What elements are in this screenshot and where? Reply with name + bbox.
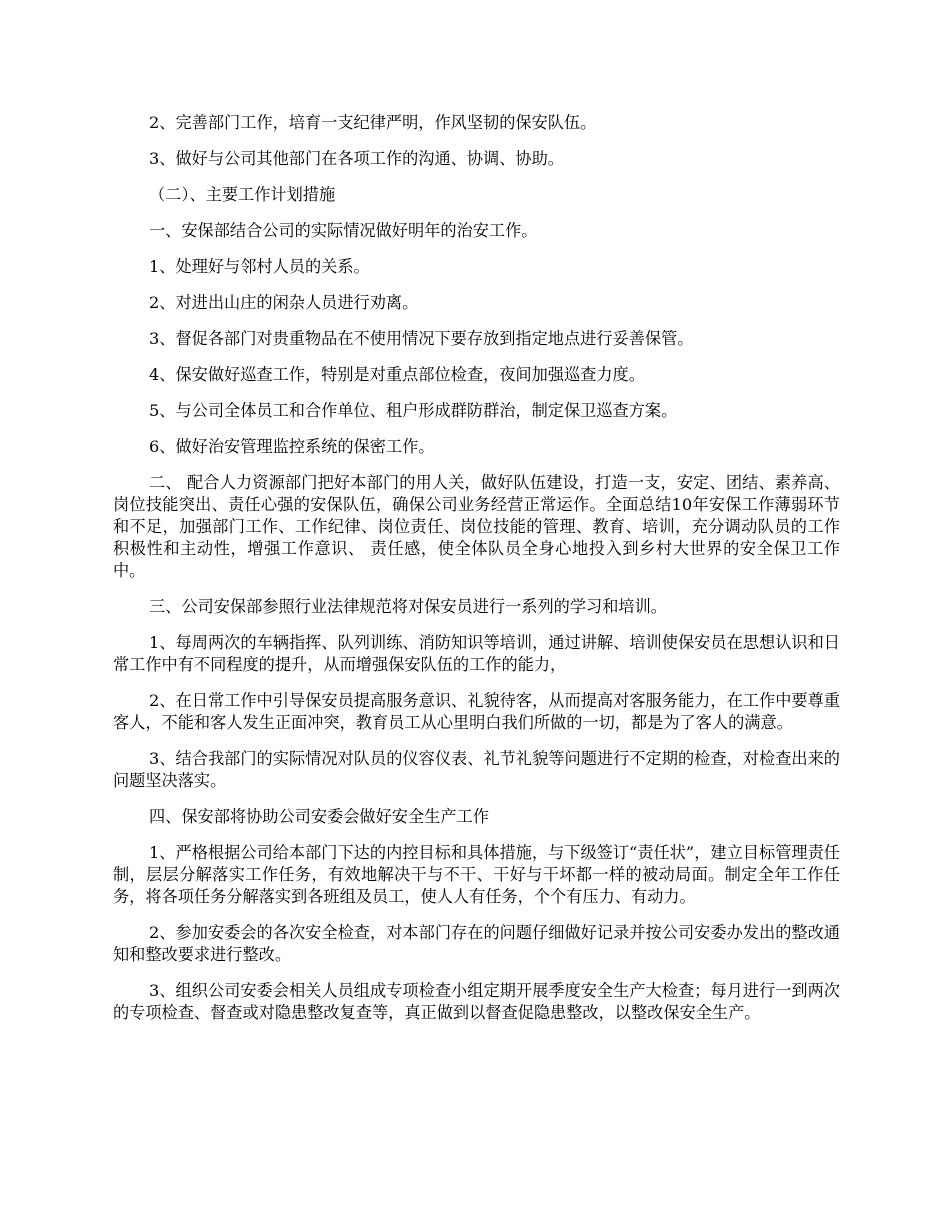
paragraph-safety-item-3: 3、组织公司安委会相关人员组成专项检查小组定期开展季度安全生产大检查；每月进行一到两次的专项检查、督查或对隐患整改复查等，真正做到以督查促隐患整改，以整改保安全生产。 bbox=[113, 981, 840, 1022]
paragraph-security-item-4: 4、保安做好巡查工作，特别是对重点部位检查，夜间加强巡查力度。 bbox=[149, 365, 645, 384]
paragraph-training-heading: 三、公司安保部参照行业法律规范将对保安员进行一系列的学习和培训。 bbox=[149, 597, 667, 616]
paragraph-goal-3: 3、做好与公司其他部门在各项工作的沟通、协调、协助。 bbox=[149, 149, 564, 168]
paragraph-security-item-6: 6、做好治安管理监控系统的保密工作。 bbox=[149, 437, 435, 456]
paragraph-team-building: 二、 配合人力资源部门把好本部门的用人关，做好队伍建设，打造一支，安定、团结、素养高、岗位技能突出、责任心强的安保队伍，确保公司业务经营正常运作。全面总结10年安保工作薄弱环节和不足，加强部门工作、工作纪律、岗位责任、岗位技能的管理、教育、培训，充分调动队员的工作积极性和主动性，增强工作意识、 责任感，使全体队员全身心地投入到乡村大世界的安全保卫工作中。 bbox=[113, 473, 840, 580]
paragraph-safety-item-2: 2、参加安委会的各次安全检查，对本部门存在的问题仔细做好记录并按公司安委办发出的整改通知和整改要求进行整改。 bbox=[113, 923, 840, 964]
paragraph-security-work: 一、安保部结合公司的实际情况做好明年的治安工作。 bbox=[149, 221, 538, 240]
paragraph-security-item-2: 2、对进出山庄的闲杂人员进行劝离。 bbox=[149, 293, 419, 312]
paragraph-safety-heading: 四、保安部将协助公司安委会做好安全生产工作 bbox=[149, 807, 489, 826]
paragraph-security-item-5: 5、与公司全体员工和合作单位、租户形成群防群治，制定保卫巡查方案。 bbox=[149, 401, 678, 420]
paragraph-training-item-1: 1、每周两次的车辆指挥、队列训练、消防知识等培训，通过讲解、培训使保安员在思想认识和日常工作中有不同程度的提升，从而增强保安队伍的工作的能力， bbox=[113, 633, 840, 674]
document-body bbox=[113, 112, 840, 1038]
paragraph-goal-2: 2、完善部门工作，培育一支纪律严明，作风坚韧的保安队伍。 bbox=[149, 113, 597, 132]
section-heading-measures: （二）、主要工作计划措施 bbox=[149, 185, 336, 204]
paragraph-safety-item-1: 1、严格根据公司给本部门下达的内控目标和具体措施，与下级签订“责任状”，建立目标管理责任制，层层分解落实工作任务，有效地解决干与不干、干好与干坏都一样的被动局面。制定全年工作任务，将各项任务分解落实到各班组及员工，使人人有任务，个个有压力、有动力。 bbox=[113, 843, 840, 906]
paragraph-training-item-2: 2、在日常工作中引导保安员提高服务意识、礼貌待客，从而提高对客服务能力，在工作中要尊重客人，不能和客人发生正面冲突，教育员工从心里明白我们所做的一切，都是为了客人的满意。 bbox=[113, 691, 840, 732]
paragraph-security-item-1: 1、处理好与邻村人员的关系。 bbox=[149, 257, 370, 276]
paragraph-training-item-3: 3、结合我部门的实际情况对队员的仪容仪表、礼节礼貌等问题进行不定期的检查，对检查出来的问题坚决落实。 bbox=[113, 749, 840, 790]
paragraph-security-item-3: 3、督促各部门对贵重物品在不使用情况下要存放到指定地点进行妥善保管。 bbox=[149, 329, 694, 348]
